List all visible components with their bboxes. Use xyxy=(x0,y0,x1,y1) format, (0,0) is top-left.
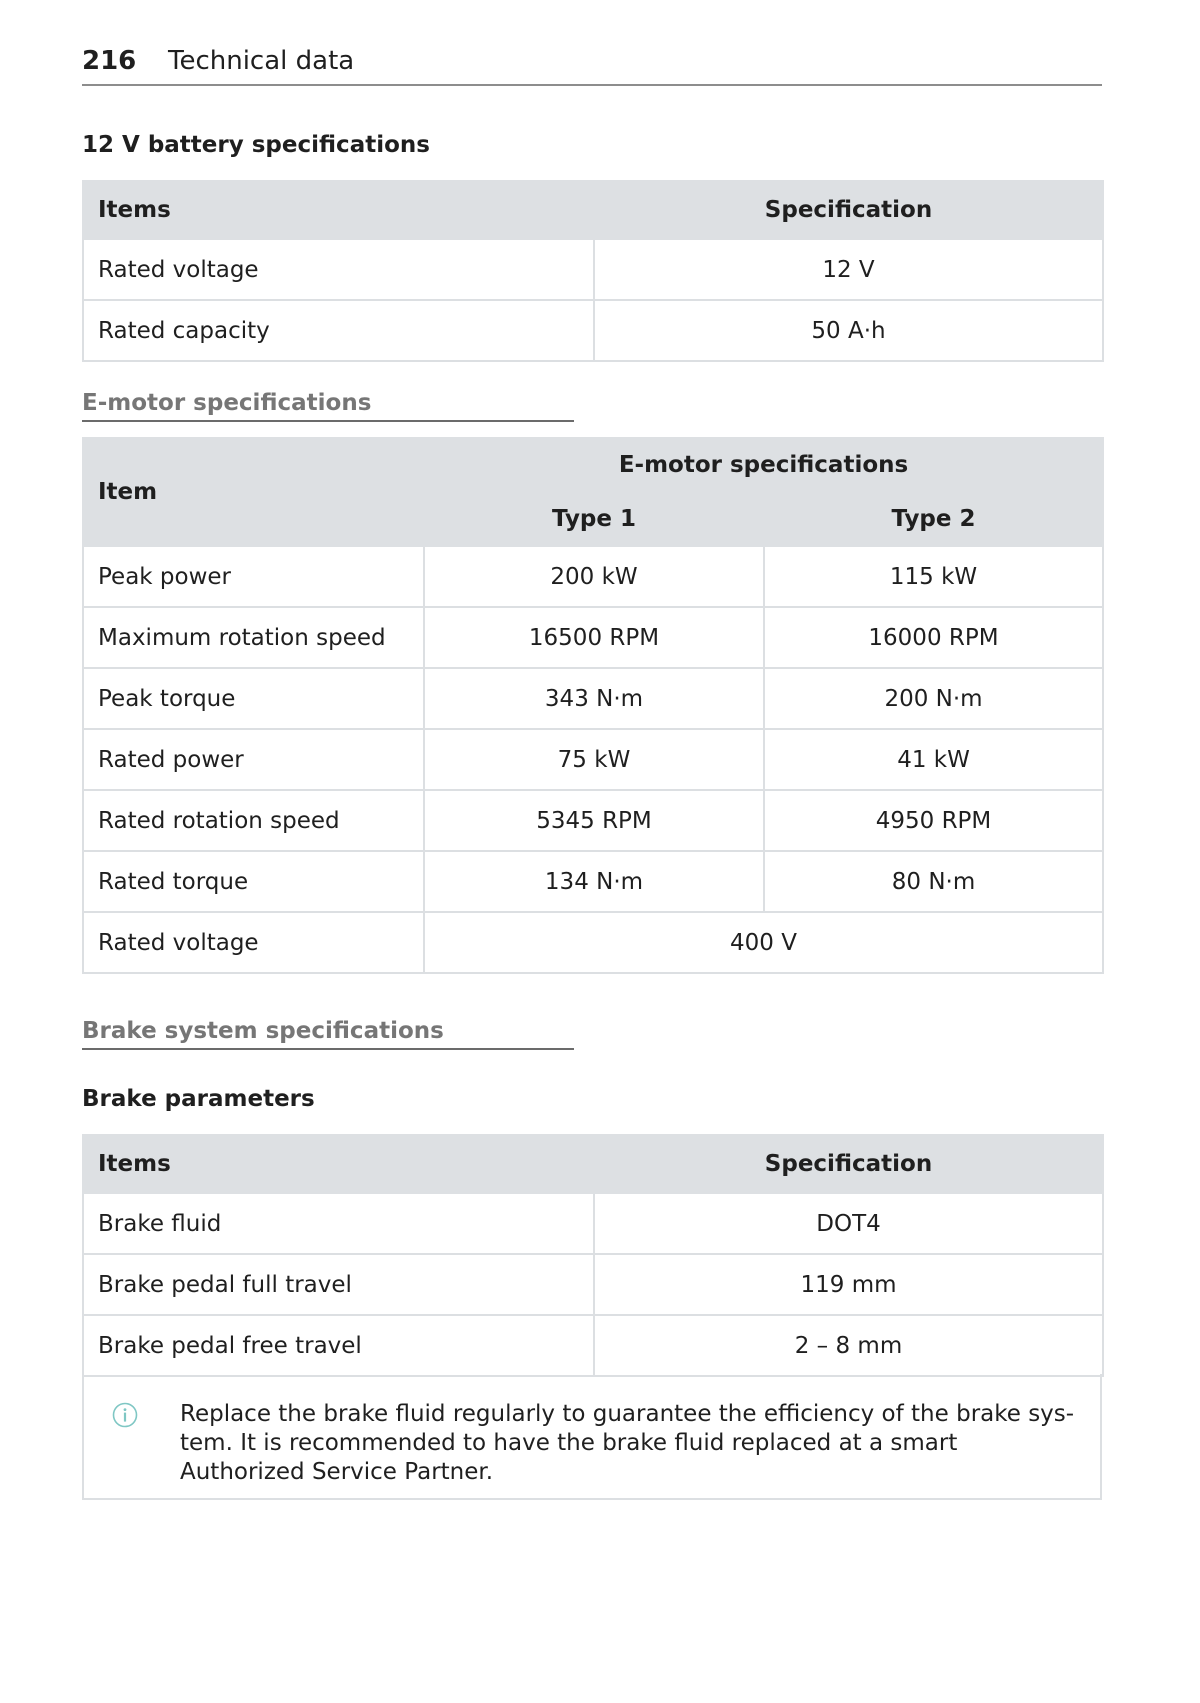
type-1-cell: 343 N·m xyxy=(424,668,764,729)
note-text: Replace the brake fluid regularly to guarantee the efficiency of the brake sys-tem. It is recommended to have the brake fluid replaced at a smart Authorized Service Partner. xyxy=(180,1401,1075,1485)
table-header-row xyxy=(83,181,1103,239)
item-cell: Maximum rotation speed xyxy=(83,607,424,668)
item-cell: Peak power xyxy=(83,546,424,607)
type-2-cell: 41 kW xyxy=(764,729,1103,790)
item-cell: Brake fluid xyxy=(83,1193,594,1254)
emotor-table xyxy=(82,437,1104,974)
column-header-specification: Specification xyxy=(594,1135,1103,1193)
type-1-cell: 16500 RPM xyxy=(424,607,764,668)
item-cell: Rated power xyxy=(83,729,424,790)
table-row xyxy=(83,851,1103,912)
type-1-cell: 75 kW xyxy=(424,729,764,790)
brake-section-heading: Brake system specifications xyxy=(82,1018,574,1050)
table-header-row xyxy=(83,438,1103,492)
table-row xyxy=(83,300,1103,361)
type-2-cell: 80 N·m xyxy=(764,851,1103,912)
type-1-cell: 5345 RPM xyxy=(424,790,764,851)
brake-table xyxy=(82,1134,1104,1377)
item-cell: Rated capacity xyxy=(83,300,594,361)
battery-table xyxy=(82,180,1104,362)
table-row xyxy=(83,1315,1103,1376)
type-2-cell: 4950 RPM xyxy=(764,790,1103,851)
column-header-specification: Specification xyxy=(594,181,1103,239)
value-cell: DOT4 xyxy=(594,1193,1103,1254)
type-1-cell: 200 kW xyxy=(424,546,764,607)
emotor-section-heading: E-motor specifications xyxy=(82,390,574,422)
column-group-header: E-motor specifications xyxy=(424,438,1103,492)
column-header-item: Item xyxy=(83,438,424,546)
table-row xyxy=(83,239,1103,300)
table-row xyxy=(83,790,1103,851)
table-row xyxy=(83,912,1103,973)
table-row xyxy=(83,607,1103,668)
value-cell: 2 – 8 mm xyxy=(594,1315,1103,1376)
brake-parameters-heading: Brake parameters xyxy=(82,1086,315,1112)
column-header-items: Items xyxy=(83,181,594,239)
type-2-cell: 16000 RPM xyxy=(764,607,1103,668)
column-header-items: Items xyxy=(83,1135,594,1193)
header-title: Technical data xyxy=(168,46,355,76)
value-cell: 50 A·h xyxy=(594,300,1103,361)
value-cell: 119 mm xyxy=(594,1254,1103,1315)
table-row xyxy=(83,668,1103,729)
item-cell: Rated torque xyxy=(83,851,424,912)
item-cell: Rated rotation speed xyxy=(83,790,424,851)
shared-value-cell: 400 V xyxy=(424,912,1103,973)
type-2-cell: 200 N·m xyxy=(764,668,1103,729)
column-header-type-2: Type 2 xyxy=(764,492,1103,546)
info-icon xyxy=(112,1402,138,1428)
item-cell: Brake pedal free travel xyxy=(83,1315,594,1376)
info-note xyxy=(82,1374,1102,1500)
battery-heading: 12 V battery specifications xyxy=(82,132,430,158)
column-header-type-1: Type 1 xyxy=(424,492,764,546)
item-cell: Rated voltage xyxy=(83,912,424,973)
item-cell: Brake pedal full travel xyxy=(83,1254,594,1315)
page-header xyxy=(82,44,1102,86)
table-row xyxy=(83,729,1103,790)
value-cell: 12 V xyxy=(594,239,1103,300)
type-2-cell: 115 kW xyxy=(764,546,1103,607)
type-1-cell: 134 N·m xyxy=(424,851,764,912)
item-cell: Peak torque xyxy=(83,668,424,729)
item-cell: Rated voltage xyxy=(83,239,594,300)
table-row xyxy=(83,546,1103,607)
table-header-row xyxy=(83,1135,1103,1193)
table-row xyxy=(83,1193,1103,1254)
page-number: 216 xyxy=(82,46,137,76)
table-row xyxy=(83,1254,1103,1315)
